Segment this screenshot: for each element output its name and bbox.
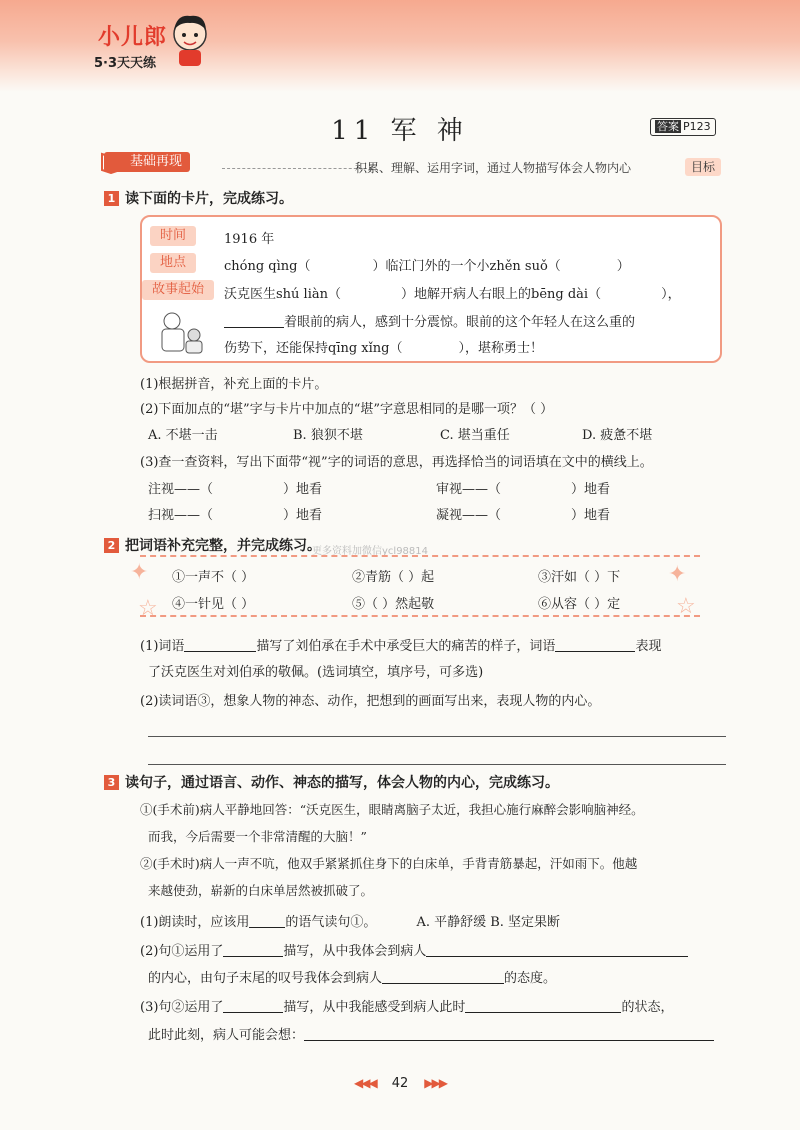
lesson-title: 11 军 神 (331, 116, 469, 146)
answer-blank[interactable] (555, 639, 635, 652)
page-number: 42 (391, 1076, 409, 1091)
section-tag: 基础再现 (104, 152, 190, 172)
q2-sub2: (2)读词语③，想象人物的神态、动作，把想到的画面写出来，表现人物的内心。 (140, 694, 601, 709)
q3-sub2-line2: 的内心，由句子末尾的叹号我体会到病人 的态度。 (148, 971, 557, 986)
word-item[interactable]: ⑤（ ）然起敬 (352, 597, 435, 612)
mascot-icon (165, 10, 215, 70)
brand-subtitle: 5·3天天练 (94, 56, 157, 71)
shi-word-row: 扫视——（ ）地看 (148, 508, 323, 523)
q3-sub2-line1: (2)句①运用了 描写，从中我体会到病人 (140, 940, 688, 959)
q3-sentence2: ②(手术时)病人一声不吭，他双手紧紧抓住身下的白床单，手背青筋暴起，汗如雨下。他越 (140, 856, 638, 871)
answer-blank[interactable] (223, 944, 283, 957)
next-arrows-icon: ▶▶▶ (424, 1076, 446, 1090)
card-story-line1: 沃克医生shú liàn（ ）地解开病人右眼上的bēng dài（ ）， (224, 287, 681, 302)
word-item[interactable]: ④一针见（ ） (172, 597, 255, 612)
star-icon: ☆ (676, 594, 696, 619)
q1-sub2: (2)下面加点的“堪”字与卡片中加点的“堪”字意思相同的是哪一项？（ ） (140, 402, 554, 417)
card-story-line2: 着眼前的病人，感到十分震惊。眼前的这个年轻人在这么重的 (224, 311, 635, 330)
q2-sub1-line2: 了沃克医生对刘伯承的敬佩。(选词填空，填序号，可多选) (148, 665, 484, 680)
star-icon: ☆ (138, 596, 158, 621)
q1-option-c[interactable]: C. 堪当重任 (440, 428, 510, 443)
q2-title-text: 把词语补充完整，并完成练习。 (125, 538, 321, 554)
prev-arrows-icon: ◀◀◀ (354, 1076, 376, 1090)
card-story-line3: 伤势下，还能保持qīng xǐng（ ），堪称勇士！ (224, 341, 544, 356)
answer-blank[interactable] (249, 915, 285, 928)
q3-title (104, 772, 559, 792)
brand-logo: 小儿郎 (98, 25, 168, 50)
card-place-line: chóng qìng（ ）临江门外的一个小zhěn suǒ（ ） (224, 259, 630, 274)
q1-title-text: 读下面的卡片，完成练习。 (125, 191, 293, 207)
answer-blank[interactable] (224, 315, 284, 328)
q1-sub1: (1)根据拼音，补充上面的卡片。 (140, 377, 328, 392)
q1-option-a[interactable]: A. 不堪一击 (148, 428, 218, 443)
star-icon: ✦ (130, 560, 149, 585)
shi-word-row: 凝视——（ ）地看 (436, 508, 611, 523)
answer-blank[interactable] (465, 1000, 621, 1013)
q1-option-b[interactable]: B. 狼狈不堪 (293, 428, 363, 443)
q2-number: 2 (104, 538, 119, 553)
answer-blank[interactable] (382, 971, 504, 984)
answer-blank[interactable] (223, 1000, 283, 1013)
q1-title (104, 188, 293, 208)
card-label-story: 故事起始 (142, 280, 214, 300)
answer-reference (650, 118, 716, 136)
page-footer (0, 1076, 800, 1091)
q3-sentence2-cont: 来越使劲，崭新的白床单居然被抓破了。 (148, 883, 374, 898)
q3-title-text: 读句子，通过语言、动作、神态的描写，体会人物的内心，完成练习。 (125, 775, 559, 791)
star-icon: ✦ (668, 562, 687, 587)
shi-word-row: 注视——（ ）地看 (148, 482, 323, 497)
q1-sub3: (3)查一查资料，写出下面带“视”字的词语的意思，再选择恰当的词语填在文中的横线上。 (140, 455, 653, 470)
watermark-text: 更多资料加微信ycl98814 (312, 546, 429, 557)
writing-line[interactable] (148, 764, 726, 765)
answer-label: 答案 (657, 120, 679, 133)
q3-sub1: (1)朗读时，应该用 的语气读句①。 A. 平静舒缓 B. 坚定果断 (140, 915, 561, 930)
q2-title (104, 535, 321, 555)
q3-sub3-line1: (3)句②运用了 描写，从中我能感受到病人此时 的状态， (140, 1000, 674, 1015)
answer-page: P123 (683, 120, 711, 133)
shi-word-row: 审视——（ ）地看 (436, 482, 611, 497)
section-goal-text: 积累、理解、运用字词，通过人物描写体会人物内心 (355, 161, 632, 175)
answer-blank[interactable] (304, 1028, 714, 1041)
q3-number: 3 (104, 775, 119, 790)
card-label-time: 时间 (150, 226, 196, 246)
section-divider (222, 168, 372, 169)
answer-blank[interactable] (426, 944, 688, 957)
q1-number: 1 (104, 191, 119, 206)
section-goal-tag: 目标 (685, 158, 721, 176)
info-card (140, 215, 722, 363)
writing-line[interactable] (148, 736, 726, 737)
q3-sentence1-cont: 而我，今后需要一个非常清醒的大脑！” (148, 829, 367, 844)
q3-sub3-line2: 此时此刻，病人可能会想： (148, 1024, 714, 1043)
card-label-place: 地点 (150, 253, 196, 273)
card-time-value: 1916 年 (224, 232, 275, 247)
word-item[interactable]: ②青筋（ ）起 (352, 570, 435, 585)
q3-sentence1: ①(手术前)病人平静地回答：“沃克医生，眼睛离脑子太近，我担心施行麻醉会影响脑神经。 (140, 802, 644, 817)
word-item[interactable]: ③汗如（ ）下 (538, 570, 621, 585)
doctor-illustration-icon (150, 309, 206, 355)
word-item[interactable]: ⑥从容（ ）定 (538, 597, 621, 612)
q1-option-d[interactable]: D. 疲惫不堪 (582, 428, 653, 443)
answer-blank[interactable] (184, 639, 256, 652)
q2-sub1-line1: (1)词语 描写了刘伯承在手术中承受巨大的痛苦的样子，词语 表现 (140, 639, 662, 654)
word-item[interactable]: ①一声不（ ） (172, 570, 255, 585)
